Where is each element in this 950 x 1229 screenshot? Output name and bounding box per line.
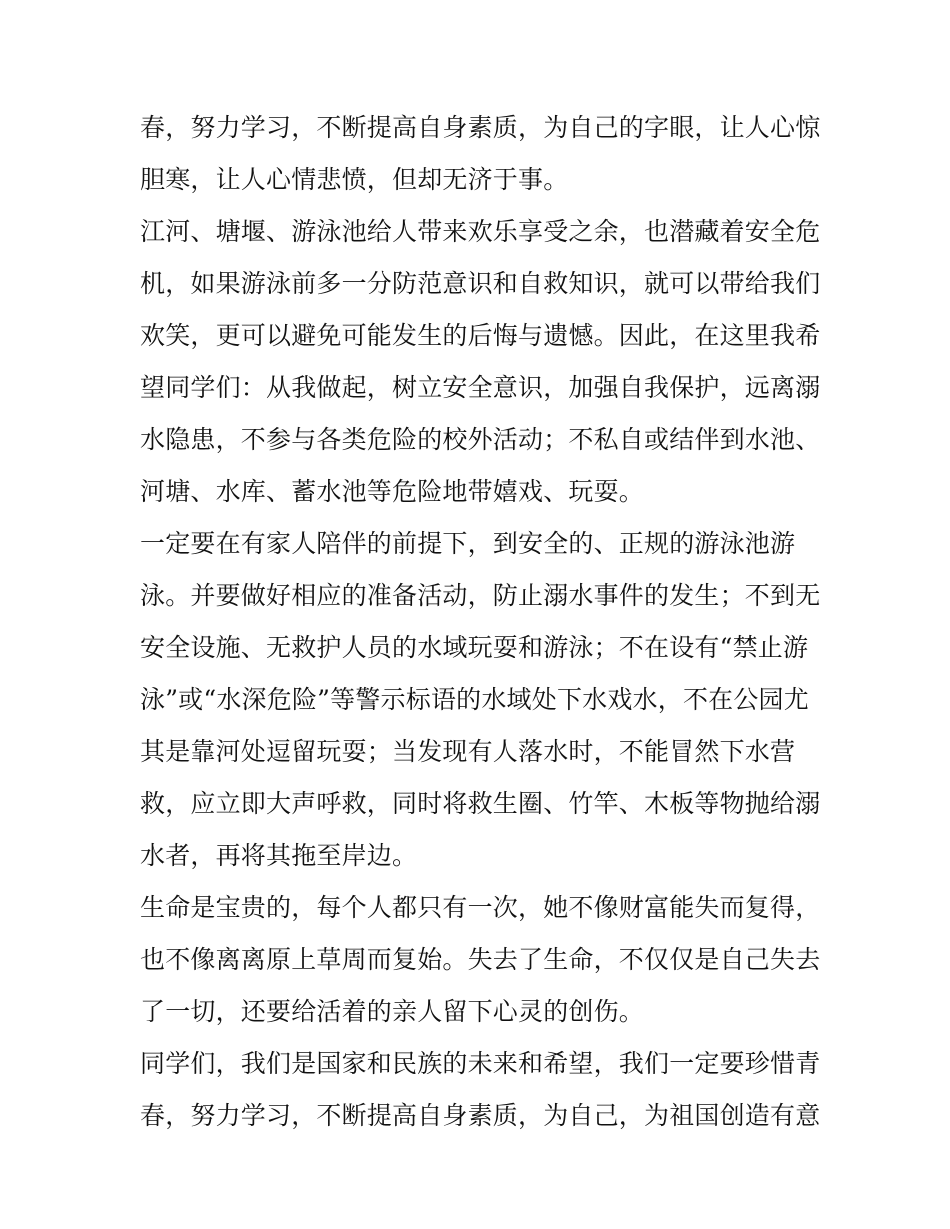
text-line: 春，努力学习，不断提高自身素质，为自己的字眼，让人心惊 [140, 113, 821, 142]
text-line: 胆寒，让人心情悲愤，但却无济于事。 [140, 165, 569, 194]
text-line: 江河、塘堰、游泳池给人带来欢乐享受之余，也潜藏着安全危 [140, 217, 821, 246]
text-line: 河塘、水库、蓄水池等危险地带嬉戏、玩耍。 [140, 477, 645, 506]
text-line: 泳”或“水深危险”等警示标语的水域处下水戏水，不在公园尤 [140, 685, 809, 714]
text-line: 望同学们：从我做起，树立安全意识，加强自我保护，远离溺 [140, 373, 821, 402]
text-line: 机，如果游泳前多一分防范意识和自救知识，就可以带给我们 [140, 269, 821, 298]
text-line: 了一切，还要给活着的亲人留下心灵的创伤。 [140, 997, 645, 1026]
text-line: 生命是宝贵的，每个人都只有一次，她不像财富能失而复得， [140, 893, 821, 922]
text-line: 同学们，我们是国家和民族的未来和希望，我们一定要珍惜青 [140, 1049, 821, 1078]
paragraph-5 [140, 1038, 820, 1142]
text-line: 也不像离离原上草周而复始。失去了生命，不仅仅是自己失去 [140, 945, 821, 974]
paragraph-3 [140, 518, 820, 882]
paragraph-4 [140, 882, 820, 1038]
text-line: 一定要在有家人陪伴的前提下，到安全的、正规的游泳池游 [140, 529, 796, 558]
text-line: 欢笑，更可以避免可能发生的后悔与遗憾。因此，在这里我希 [140, 321, 821, 350]
text-line: 救，应立即大声呼救，同时将救生圈、竹竿、木板等物抛给溺 [140, 789, 821, 818]
text-line: 水者，再将其拖至岸边。 [140, 841, 418, 870]
text-line: 春，努力学习，不断提高自身素质，为自己，为祖国创造有意 [140, 1101, 821, 1130]
paragraph-1 [140, 102, 820, 206]
document-page [140, 102, 820, 1142]
text-line: 安全设施、无救护人员的水域玩耍和游泳；不在设有“禁止游 [140, 633, 809, 662]
text-line: 水隐患，不参与各类危险的校外活动；不私自或结伴到水池、 [140, 425, 821, 454]
text-line: 泳。并要做好相应的准备活动，防止溺水事件的发生；不到无 [140, 581, 821, 610]
paragraph-2 [140, 206, 820, 518]
text-line: 其是靠河处逗留玩耍；当发现有人落水时，不能冒然下水营 [140, 737, 796, 766]
